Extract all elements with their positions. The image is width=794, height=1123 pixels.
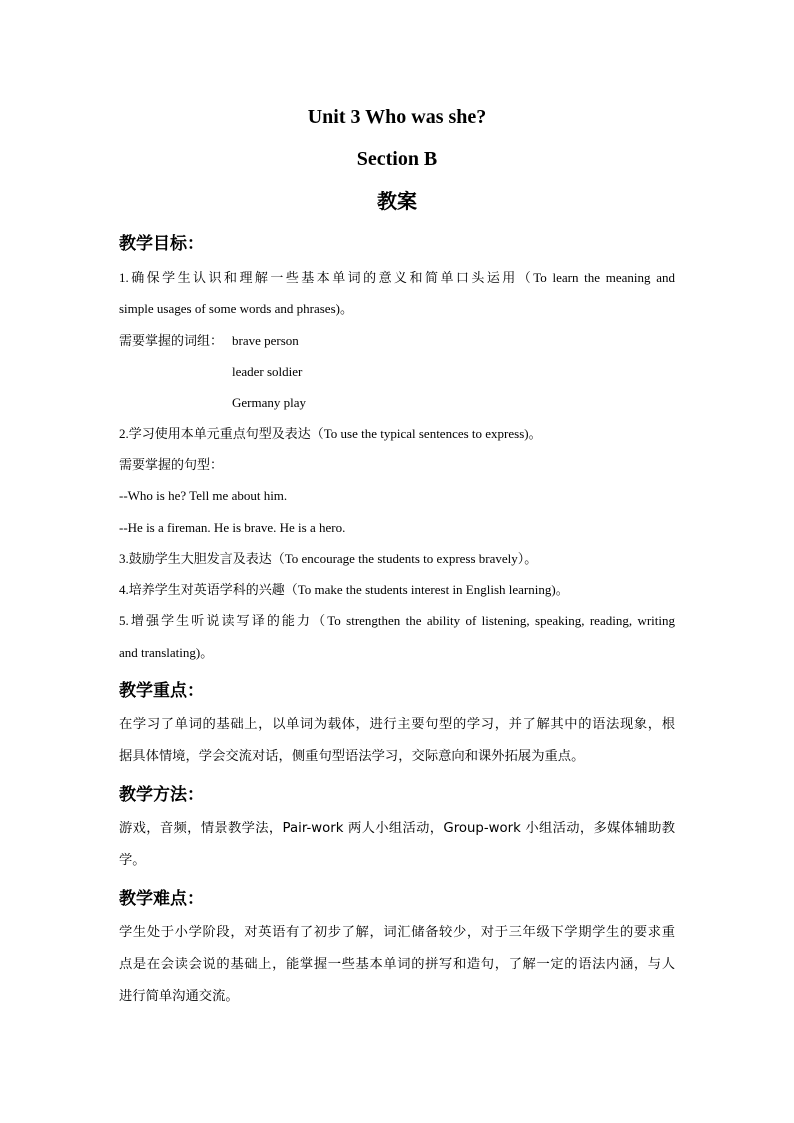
objective-4: 4.培养学生对英语学科的兴趣（To make the students interest in English learning)。 <box>119 582 569 597</box>
difficulties-heading: 教学难点： <box>119 889 204 909</box>
section-title: Section B <box>356 148 438 170</box>
objective-1-line-2: simple usages of some words and phrases)。 <box>119 301 353 316</box>
methods-heading: 教学方法： <box>119 785 204 805</box>
objective-5-line-2: and translating)。 <box>119 645 214 660</box>
objective-1-line-1: 1.确保学生认识和理解一些基本单词的意义和简单口头运用（To learn the meaning and <box>119 270 675 285</box>
objective-2: 2.学习使用本单元重点句型及表达（To use the typical sentences to express)。 <box>119 426 542 441</box>
methods-line-1: 游戏，音频，情景教学法，Pair-work 两人小组活动，Group-work 小组活动，多媒体辅助教 <box>119 821 675 836</box>
difficulties-line-2: 点是在会读会说的基础上，能掌握一些基本单词的拼写和造句，了解一定的语法内涵，与人 <box>119 957 675 972</box>
phrase-3: Germany play <box>232 395 307 410</box>
objective-5-line-1: 5.增强学生听说读写译的能力（To strengthen the ability of listening, speaking, reading, writing <box>119 613 675 628</box>
key-points-heading: 教学重点： <box>119 681 204 701</box>
phrase-2: leader soldier <box>232 364 303 379</box>
difficulties-line-3: 进行简单沟通交流。 <box>119 989 239 1004</box>
phrases-label: 需要掌握的词组： <box>119 333 224 348</box>
key-points-line-2: 据具体情境，学会交流对话，侧重句型语法学习，交际意向和课外拓展为重点。 <box>119 749 585 764</box>
difficulties-line-1: 学生处于小学阶段，对英语有了初步了解，词汇储备较少，对于三年级下学期学生的要求重 <box>119 925 675 940</box>
objective-3: 3.鼓励学生大胆发言及表达（To encourage the students to express bravely）。 <box>119 551 538 566</box>
sentence-1: --Who is he? Tell me about him. <box>119 488 288 503</box>
phrase-1: brave person <box>232 333 299 348</box>
unit-title: Unit 3 Who was she? <box>307 106 487 128</box>
objectives-heading: 教学目标： <box>119 234 204 254</box>
methods-line-2: 学。 <box>119 853 146 868</box>
key-points-line-1: 在学习了单词的基础上，以单词为载体，进行主要句型的学习，并了解其中的语法现象，根 <box>119 717 675 732</box>
doc-type-title: 教案 <box>377 189 417 213</box>
sentences-label: 需要掌握的句型： <box>119 457 224 472</box>
sentence-2: --He is a fireman. He is brave. He is a hero. <box>119 520 346 535</box>
